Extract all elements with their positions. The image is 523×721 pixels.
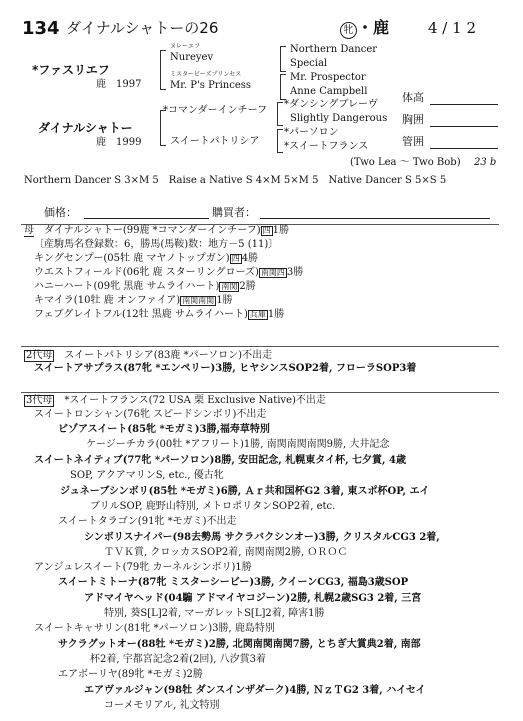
bracket-gg-2 xyxy=(280,74,286,100)
family-line: エアボーリヤ(89牝 *モガミ)2勝 xyxy=(58,669,203,680)
family-line: アンジュレスイート(79牝 カーネルシンボリ)1勝 xyxy=(34,562,252,573)
price-field[interactable] xyxy=(84,218,209,219)
second-dam-produce: スイートアサプラス(87牝 *エンペリー)3勝, ヒヤシンスSOP2着, フローラSOP3着 xyxy=(34,363,417,374)
color-label: ・鹿 xyxy=(357,18,390,37)
height-label: 体高 xyxy=(402,91,424,104)
buyer-label: 購買者： xyxy=(212,206,256,219)
family-line: スイートミトーナ(87牝 ミスターシービー)3勝, クイーンCG3, 福島3歳SOP xyxy=(58,577,409,588)
family-line: アドマイヤヘッド(04騸 アドマイヤコジーン)2勝, 札幌2歳SG3 2着, 三宮 xyxy=(84,593,422,604)
cannon-label: 管囲 xyxy=(402,135,424,148)
cannon-field xyxy=(430,148,498,149)
bracket-dam xyxy=(160,110,166,146)
sire-dam-katakana: ミスタービーズプリンセス xyxy=(170,71,242,78)
gg-5: *ダンシングブレーヴ xyxy=(284,99,378,110)
family-line: スイートキャサリン(81牝 *パーソロン)3勝, 鹿島特別 xyxy=(34,623,275,634)
bracket-gg-4 xyxy=(277,129,283,153)
produce-line-tail: 4勝 xyxy=(241,253,259,264)
produce-line-tail: 1勝 xyxy=(216,295,233,306)
family-line: ブリルSOP, 鹿野山特別, メトロポリタンSOP2着, etc. xyxy=(90,501,336,512)
family-line: ビゾアスイート(85牝 *モガミ)3勝,福寿草特別 xyxy=(58,424,270,435)
buyer-field[interactable] xyxy=(260,218,490,219)
inbreeding-note: (Two Lea 〜 Two Bob) xyxy=(350,157,461,168)
badge: 兵庫 xyxy=(249,310,266,319)
birth-date: 4 / 1 2 xyxy=(428,19,476,37)
sire-sire-name: Nureyev xyxy=(170,52,214,63)
bracket-sire xyxy=(160,50,166,90)
gg-7: *パーソロン xyxy=(284,127,339,138)
sire-color-year: 鹿 1997 xyxy=(96,79,142,90)
badge: 南関四 xyxy=(260,268,285,277)
family-line: コーメモリアル, 礼文特別 xyxy=(104,700,220,711)
family-line: サクラグットオー(88牡 *モガミ)2勝, 北関南関南関7勝, とちぎ大賞典2着, 南部 xyxy=(58,639,421,650)
sire-dam-name: Mr. P's Princess xyxy=(170,80,251,91)
bracket-gg-3 xyxy=(277,102,283,126)
family-line: スイートタラゴン(91牝 *モガミ)不出走 xyxy=(58,516,237,527)
gg-6: Slightly Dangerous xyxy=(290,113,388,124)
height-field xyxy=(430,104,498,105)
family-line: スイートネイティブ(77牝 *パーソロン)8勝, 安田記念, 札幌東タイ杯, 七夕賞, 4歳 xyxy=(34,455,406,466)
section-label-2nd-dam: 2代母 xyxy=(26,350,53,361)
dam-color-year: 鹿 1999 xyxy=(96,137,142,148)
family-line: ジュネーブシンボリ(85牡 *モガミ)6勝, Ａｒ共和国杯G2 3着, 東スポ杯OP, エイ xyxy=(60,486,430,497)
sire-sire-katakana: ヌレーエフ xyxy=(170,43,201,50)
family-line: 杯2着, 宇都宮記念2着(2回), 八汐賞3着 xyxy=(90,654,266,665)
gg-4: Anne Campbell xyxy=(290,86,368,97)
family-line: SOP, アクアマリンS, etc., 優古牝 xyxy=(70,470,224,481)
gg-1: Northern Dancer xyxy=(290,44,378,55)
lot-number: 134 xyxy=(22,18,60,39)
dam-dam-name: スイートパトリシア xyxy=(170,136,260,147)
family-line: 特別, 葵S[L]2着, マーガレットS[L]2着, 障害1勝 xyxy=(104,608,325,619)
produce-line-tail: 2勝 xyxy=(239,281,256,292)
dam-produce-summary: 〔産駒馬名登録数：6，勝馬(馬鞍)数：地方－5 (11)〕 xyxy=(34,239,279,250)
cross-line: Northern Dancer S 3×M 5 Raise a Native S 4×M 5×M 5 Native Dancer S 5×S 5 xyxy=(24,175,447,186)
family-line: シンボリスナイパー(98去勢馬 サクラバクシンオー)3勝, クリスタルCG3 2着, xyxy=(84,532,440,543)
badge: 四 xyxy=(231,254,240,263)
section-label-dam: 母 xyxy=(24,225,34,236)
badge: 南関 xyxy=(221,282,238,291)
sex-color-mark xyxy=(340,20,389,39)
gg-3: Mr. Prospector xyxy=(290,72,366,83)
dam-line: ダイナルシャトー(99鹿 *コマンダーインチーフ) xyxy=(44,225,261,236)
family-line: ＴＶＫ賞, クロッカスSOP2着, 南関南関2勝, ＯＲＯＣ xyxy=(104,547,348,558)
produce-line: ハニーハート(09牝 黒鹿 サムライハート) xyxy=(34,281,220,292)
divider-3rd-dam xyxy=(21,392,499,393)
produce-line-tail: 1勝 xyxy=(267,309,285,320)
produce-line: フェブグレイトフル(12牡 黒鹿 サムライハート) xyxy=(34,309,248,320)
produce-line: ウエストフィールド(06牝 鹿 スターリングローズ) xyxy=(34,267,259,278)
badge: 南関南関 xyxy=(182,296,215,305)
produce-line-tail: 3勝 xyxy=(286,267,304,278)
family-line: エアヴァルジャン(98牡 ダンスインザダーク)4勝, ＮｚＴG2 3着, ハイセイ xyxy=(84,685,426,696)
produce-line: キングセンプー(05牡 鹿 マヤノトップガン) xyxy=(34,253,230,264)
horse-title: ダイナルシャトーの26 xyxy=(66,19,219,37)
second-dam-line: スイートパトリシア(83鹿 *パーソロン)不出走 xyxy=(64,350,273,361)
dam-line-tail: 1勝 xyxy=(272,225,290,236)
price-label: 価格： xyxy=(44,206,77,219)
bracket-gg-1 xyxy=(280,46,286,72)
dam-name: ダイナルシャトー xyxy=(38,121,133,135)
badge: 四 xyxy=(262,226,271,235)
gg-2: Special xyxy=(290,58,328,69)
sex-mark: 牝 xyxy=(340,22,357,39)
divider-2nd-dam xyxy=(21,346,499,347)
family-line: スイートロンシャン(76牝 スピードシンボリ)不出走 xyxy=(34,409,267,420)
sire-name: *ファスリエフ xyxy=(32,63,110,77)
chest-field xyxy=(430,126,498,127)
chest-label: 胸囲 xyxy=(402,113,424,126)
third-dam-line: *スイートフランス(72 USA 栗 Exclusive Native)不出走 xyxy=(64,395,326,406)
family-line: ケージーチカラ(00牡 *アフリート)1勝, 南関南関南関9勝, 大井記念 xyxy=(86,439,390,450)
inbreeding-number: 23 b xyxy=(474,157,497,168)
section-label-3rd-dam: 3代母 xyxy=(26,395,53,406)
gg-8: *スイートフランス xyxy=(284,141,369,152)
dam-sire-name: *コマンダーインチーフ xyxy=(163,105,268,116)
produce-line: キマイラ(10牡 鹿 オンファイア) xyxy=(34,295,181,306)
